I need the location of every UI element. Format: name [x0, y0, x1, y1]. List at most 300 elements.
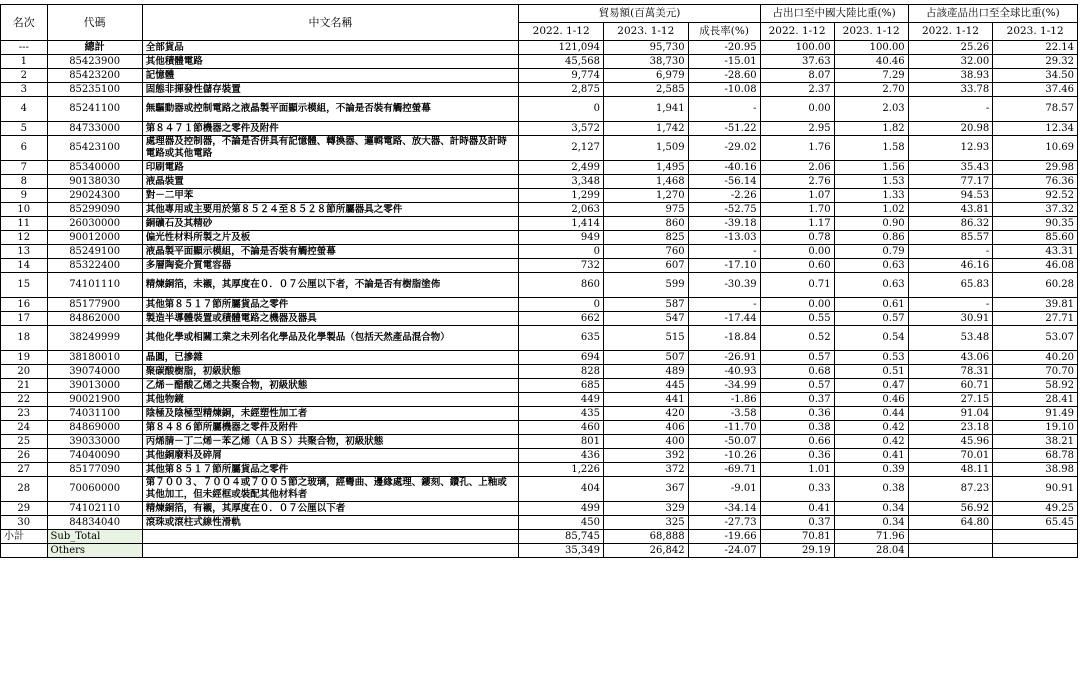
row-global-2023: 68.78	[993, 449, 1078, 463]
row-rank: 24	[1, 421, 48, 435]
row-trade-2022: 449	[519, 393, 604, 407]
row-china-2022: 0.36	[760, 407, 834, 421]
row-china-2022: 2.06	[760, 161, 834, 175]
row-global-2022: 77.17	[908, 175, 993, 189]
row-global-2022: 91.04	[908, 407, 993, 421]
row-code: 85241100	[47, 97, 142, 122]
row-global-2022: 30.91	[908, 312, 993, 326]
table-row	[1, 393, 1078, 407]
row-trade-2023: 1,468	[603, 175, 688, 189]
row-global-2023: 37.46	[993, 83, 1078, 97]
row-global-2022: 70.01	[908, 449, 993, 463]
others-growth: -24.07	[688, 544, 760, 558]
row-code: 39013000	[47, 379, 142, 393]
row-rank: 13	[1, 245, 48, 259]
row-name: 偏光性材料所製之片及板	[142, 231, 519, 245]
table-body	[1, 41, 1078, 530]
row-china-2022: 1.76	[760, 136, 834, 161]
row-growth: -27.73	[688, 516, 760, 530]
table-row	[1, 477, 1078, 502]
row-china-2022: 0.57	[760, 379, 834, 393]
row-growth: -51.22	[688, 122, 760, 136]
row-china-2022: 37.63	[760, 55, 834, 69]
table-row	[1, 435, 1078, 449]
row-code: 39074000	[47, 365, 142, 379]
subtotal-china-2022: 70.81	[760, 530, 834, 544]
row-trade-2023: 95,730	[603, 41, 688, 55]
row-china-2023: 100.00	[834, 41, 908, 55]
row-rank: 26	[1, 449, 48, 463]
subtotal-name-cell	[142, 530, 519, 544]
row-growth: -50.07	[688, 435, 760, 449]
row-global-2023: 53.07	[993, 326, 1078, 351]
row-growth: -17.44	[688, 312, 760, 326]
row-china-2022: 0.00	[760, 245, 834, 259]
row-code: 38249999	[47, 326, 142, 351]
row-global-2022: 32.00	[908, 55, 993, 69]
others-global-2023	[993, 544, 1078, 558]
row-global-2023: 60.28	[993, 273, 1078, 298]
row-global-2022: 12.93	[908, 136, 993, 161]
row-china-2023: 7.29	[834, 69, 908, 83]
row-global-2022: 94.53	[908, 189, 993, 203]
row-growth: -	[688, 245, 760, 259]
table-row	[1, 516, 1078, 530]
row-china-2023: 0.61	[834, 298, 908, 312]
table-row	[1, 379, 1078, 393]
row-global-2023: 34.50	[993, 69, 1078, 83]
row-global-2022: 27.15	[908, 393, 993, 407]
row-code: 90012000	[47, 231, 142, 245]
table-row	[1, 351, 1078, 365]
row-china-2023: 0.46	[834, 393, 908, 407]
row-trade-2023: 325	[603, 516, 688, 530]
table-row	[1, 449, 1078, 463]
others-trade-2023: 26,842	[603, 544, 688, 558]
table-row	[1, 421, 1078, 435]
row-global-2023: 70.70	[993, 365, 1078, 379]
row-china-2022: 0.38	[760, 421, 834, 435]
row-trade-2022: 685	[519, 379, 604, 393]
row-china-2023: 0.44	[834, 407, 908, 421]
row-global-2023: 29.98	[993, 161, 1078, 175]
row-china-2022: 0.57	[760, 351, 834, 365]
row-china-2023: 0.90	[834, 217, 908, 231]
subtotal-tag: Sub_Total	[47, 530, 142, 544]
row-global-2023: 29.32	[993, 55, 1078, 69]
row-growth: -17.10	[688, 259, 760, 273]
table-row	[1, 365, 1078, 379]
row-china-2023: 0.57	[834, 312, 908, 326]
row-rank: 22	[1, 393, 48, 407]
row-name: 全部貨品	[142, 41, 519, 55]
row-trade-2023: 329	[603, 502, 688, 516]
row-trade-2022: 2,875	[519, 83, 604, 97]
row-trade-2022: 635	[519, 326, 604, 351]
row-global-2022: 56.92	[908, 502, 993, 516]
row-global-2023: 46.08	[993, 259, 1078, 273]
row-global-2023: 38.98	[993, 463, 1078, 477]
row-global-2023: 28.41	[993, 393, 1078, 407]
row-china-2022: 2.76	[760, 175, 834, 189]
row-china-2022: 1.70	[760, 203, 834, 217]
row-growth: -11.70	[688, 421, 760, 435]
row-name: 對－二甲苯	[142, 189, 519, 203]
row-code: 29024300	[47, 189, 142, 203]
row-rank: 5	[1, 122, 48, 136]
row-china-2022: 0.52	[760, 326, 834, 351]
row-china-2022: 0.66	[760, 435, 834, 449]
row-growth: -2.26	[688, 189, 760, 203]
row-trade-2023: 1,270	[603, 189, 688, 203]
row-name: 其他第８５１７節所屬貨品之零件	[142, 463, 519, 477]
row-rank: 14	[1, 259, 48, 273]
header-global-2022: 2022. 1-12	[908, 23, 993, 41]
table-row	[1, 69, 1078, 83]
row-code: 74040090	[47, 449, 142, 463]
row-global-2022: 53.48	[908, 326, 993, 351]
row-trade-2023: 860	[603, 217, 688, 231]
row-rank: 29	[1, 502, 48, 516]
row-trade-2023: 607	[603, 259, 688, 273]
row-global-2022: -	[908, 245, 993, 259]
row-code: 74102110	[47, 502, 142, 516]
row-rank: 15	[1, 273, 48, 298]
row-trade-2022: 2,063	[519, 203, 604, 217]
table-row	[1, 97, 1078, 122]
row-trade-2023: 2,585	[603, 83, 688, 97]
row-china-2023: 0.42	[834, 435, 908, 449]
row-trade-2023: 975	[603, 203, 688, 217]
header-trade-group: 貿易額(百萬美元)	[519, 5, 760, 23]
row-trade-2023: 599	[603, 273, 688, 298]
row-name: 處理器及控制器，不論是否併具有記憶體、轉換器、邏輯電路、放大器、計時器及計時電路或其他電路	[142, 136, 519, 161]
row-rank: 30	[1, 516, 48, 530]
header-trade-2023: 2023. 1-12	[603, 23, 688, 41]
row-name: 其他銅廢料及碎屑	[142, 449, 519, 463]
row-name: 精煉銅箔，未襯，其厚度在０．０７公厘以下者，不論是否有樹脂塗佈	[142, 273, 519, 298]
table-row	[1, 312, 1078, 326]
row-trade-2022: 460	[519, 421, 604, 435]
row-trade-2023: 445	[603, 379, 688, 393]
row-growth: -69.71	[688, 463, 760, 477]
row-name: 聚碳酸樹脂，初級狀態	[142, 365, 519, 379]
row-china-2022: 0.36	[760, 449, 834, 463]
row-trade-2023: 441	[603, 393, 688, 407]
row-china-2023: 0.41	[834, 449, 908, 463]
row-china-2022: 2.95	[760, 122, 834, 136]
export-table	[0, 4, 1078, 558]
row-global-2023: 91.49	[993, 407, 1078, 421]
table-row	[1, 161, 1078, 175]
row-china-2022: 1.17	[760, 217, 834, 231]
row-china-2023: 2.70	[834, 83, 908, 97]
row-china-2023: 1.56	[834, 161, 908, 175]
row-code: 85423900	[47, 55, 142, 69]
row-rank: 1	[1, 55, 48, 69]
row-trade-2022: 2,127	[519, 136, 604, 161]
row-china-2022: 8.07	[760, 69, 834, 83]
row-trade-2023: 6,979	[603, 69, 688, 83]
row-rank: 21	[1, 379, 48, 393]
row-trade-2023: 489	[603, 365, 688, 379]
row-china-2023: 0.42	[834, 421, 908, 435]
row-trade-2022: 801	[519, 435, 604, 449]
others-china-2023: 28.04	[834, 544, 908, 558]
header-china-share-group: 占出口至中國大陸比重(%)	[760, 5, 908, 23]
row-rank: 16	[1, 298, 48, 312]
row-trade-2022: 9,774	[519, 69, 604, 83]
row-trade-2023: 420	[603, 407, 688, 421]
row-trade-2022: 0	[519, 97, 604, 122]
subtotal-growth: -19.66	[688, 530, 760, 544]
row-growth: -10.08	[688, 83, 760, 97]
row-global-2022: 86.32	[908, 217, 993, 231]
header-name: 中文名稱	[142, 5, 519, 41]
row-china-2022: 0.41	[760, 502, 834, 516]
row-code: 84834040	[47, 516, 142, 530]
row-trade-2023: 547	[603, 312, 688, 326]
row-trade-2023: 587	[603, 298, 688, 312]
row-rank: 17	[1, 312, 48, 326]
row-name: 陰極及陰極型精煉銅，未經塑性加工者	[142, 407, 519, 421]
row-code: 84869000	[47, 421, 142, 435]
row-name: 丙烯腈－丁二烯－苯乙烯（ＡＢＳ）共聚合物，初級狀態	[142, 435, 519, 449]
row-global-2022: 45.96	[908, 435, 993, 449]
row-code: 85423200	[47, 69, 142, 83]
table-row	[1, 326, 1078, 351]
row-growth: -30.39	[688, 273, 760, 298]
table-row	[1, 502, 1078, 516]
row-name: 晶圓，已摻雜	[142, 351, 519, 365]
row-china-2022: 2.37	[760, 83, 834, 97]
row-trade-2022: 3,572	[519, 122, 604, 136]
row-name: 液晶裝置	[142, 175, 519, 189]
row-china-2023: 0.34	[834, 516, 908, 530]
row-trade-2023: 406	[603, 421, 688, 435]
row-global-2023: 43.31	[993, 245, 1078, 259]
row-trade-2023: 760	[603, 245, 688, 259]
row-name: 第７００３、７００４或７００５節之玻璃，經彎曲、邊緣處理、鏤刻、鑽孔、上釉或其他加工，但未經框或裝配其他材料者	[142, 477, 519, 502]
row-growth: -39.18	[688, 217, 760, 231]
row-rank: 10	[1, 203, 48, 217]
header-china-2023: 2023. 1-12	[834, 23, 908, 41]
table-row	[1, 41, 1078, 55]
subtotal-china-2023: 71.96	[834, 530, 908, 544]
row-china-2022: 100.00	[760, 41, 834, 55]
row-code: 85177900	[47, 298, 142, 312]
row-global-2022: 43.06	[908, 351, 993, 365]
row-global-2023: 10.69	[993, 136, 1078, 161]
table-row	[1, 259, 1078, 273]
table-row	[1, 122, 1078, 136]
row-name: 精煉銅箔，有襯，其厚度在０．０７公厘以下者	[142, 502, 519, 516]
row-name: 記憶體	[142, 69, 519, 83]
row-rank: 7	[1, 161, 48, 175]
others-global-2022	[908, 544, 993, 558]
row-rank: 8	[1, 175, 48, 189]
row-growth: -40.93	[688, 365, 760, 379]
row-china-2022: 0.33	[760, 477, 834, 502]
row-china-2023: 0.63	[834, 259, 908, 273]
row-trade-2022: 860	[519, 273, 604, 298]
row-code: 85235100	[47, 83, 142, 97]
row-trade-2023: 1,509	[603, 136, 688, 161]
row-name: 液晶製平面顯示模組，不論是否裝有觸控螢幕	[142, 245, 519, 259]
row-china-2023: 0.51	[834, 365, 908, 379]
row-china-2023: 0.47	[834, 379, 908, 393]
row-trade-2023: 400	[603, 435, 688, 449]
table-row	[1, 189, 1078, 203]
row-global-2022: 78.31	[908, 365, 993, 379]
table-row	[1, 273, 1078, 298]
table-footer	[1, 530, 1078, 558]
row-trade-2023: 507	[603, 351, 688, 365]
row-china-2023: 1.02	[834, 203, 908, 217]
subtotal-trade-2023: 68,888	[603, 530, 688, 544]
row-growth: -40.16	[688, 161, 760, 175]
row-growth: -1.86	[688, 393, 760, 407]
header-growth: 成長率(%)	[688, 23, 760, 41]
row-trade-2022: 732	[519, 259, 604, 273]
others-rank-cell	[1, 544, 48, 558]
row-china-2023: 0.39	[834, 463, 908, 477]
row-growth: -9.01	[688, 477, 760, 502]
row-rank: 4	[1, 97, 48, 122]
row-china-2023: 40.46	[834, 55, 908, 69]
row-rank: 12	[1, 231, 48, 245]
row-code: 74031100	[47, 407, 142, 421]
row-growth: -34.14	[688, 502, 760, 516]
row-global-2022: 60.71	[908, 379, 993, 393]
row-trade-2022: 1,414	[519, 217, 604, 231]
cropped-footnote	[0, 673, 1080, 677]
row-china-2023: 1.33	[834, 189, 908, 203]
row-global-2022: 33.78	[908, 83, 993, 97]
row-growth: -10.26	[688, 449, 760, 463]
row-global-2022: 25.26	[908, 41, 993, 55]
row-global-2023: 39.81	[993, 298, 1078, 312]
row-growth: -26.91	[688, 351, 760, 365]
header-trade-2022: 2022. 1-12	[519, 23, 604, 41]
row-name: 印刷電路	[142, 161, 519, 175]
row-rank: 23	[1, 407, 48, 421]
row-growth: -18.84	[688, 326, 760, 351]
row-name: 製造半導體裝置或積體電路之機器及器具	[142, 312, 519, 326]
row-global-2022: 64.80	[908, 516, 993, 530]
row-global-2023: 90.35	[993, 217, 1078, 231]
row-trade-2022: 2,499	[519, 161, 604, 175]
row-growth: -29.02	[688, 136, 760, 161]
row-global-2023: 90.91	[993, 477, 1078, 502]
row-name: 乙烯－醋酸乙烯之共聚合物，初級狀態	[142, 379, 519, 393]
row-trade-2022: 435	[519, 407, 604, 421]
row-global-2022: 23.18	[908, 421, 993, 435]
row-growth: -	[688, 97, 760, 122]
row-trade-2023: 1,941	[603, 97, 688, 122]
row-trade-2022: 1,299	[519, 189, 604, 203]
row-global-2023: 92.52	[993, 189, 1078, 203]
others-tag: Others	[47, 544, 142, 558]
row-trade-2022: 662	[519, 312, 604, 326]
row-china-2023: 0.63	[834, 273, 908, 298]
row-trade-2022: 828	[519, 365, 604, 379]
row-global-2023: 12.34	[993, 122, 1078, 136]
row-global-2022: 35.43	[908, 161, 993, 175]
header-china-2022: 2022. 1-12	[760, 23, 834, 41]
table-row	[1, 55, 1078, 69]
row-code: 90138030	[47, 175, 142, 189]
row-name: 滾珠或滾柱式線性滑軌	[142, 516, 519, 530]
row-global-2023: 27.71	[993, 312, 1078, 326]
row-global-2023: 19.10	[993, 421, 1078, 435]
row-trade-2022: 450	[519, 516, 604, 530]
row-china-2022: 0.55	[760, 312, 834, 326]
row-rank: 28	[1, 477, 48, 502]
table-row	[1, 298, 1078, 312]
row-growth: -20.95	[688, 41, 760, 55]
row-china-2023: 2.03	[834, 97, 908, 122]
row-global-2022: 38.93	[908, 69, 993, 83]
row-name: 銅礦石及其精砂	[142, 217, 519, 231]
row-global-2023: 49.25	[993, 502, 1078, 516]
row-rank: 27	[1, 463, 48, 477]
row-global-2022: 85.57	[908, 231, 993, 245]
row-global-2023: 22.14	[993, 41, 1078, 55]
row-growth: -	[688, 298, 760, 312]
table-row	[1, 245, 1078, 259]
others-name-cell	[142, 544, 519, 558]
row-name: 其他積體電路	[142, 55, 519, 69]
row-global-2023: 58.92	[993, 379, 1078, 393]
row-trade-2022: 949	[519, 231, 604, 245]
row-china-2023: 0.38	[834, 477, 908, 502]
row-global-2023: 78.57	[993, 97, 1078, 122]
row-name: 第８４８６節所屬機器之零件及附件	[142, 421, 519, 435]
row-china-2022: 0.00	[760, 298, 834, 312]
table-row	[1, 175, 1078, 189]
row-china-2022: 1.07	[760, 189, 834, 203]
row-rank: 19	[1, 351, 48, 365]
row-code: 39033000	[47, 435, 142, 449]
row-trade-2022: 436	[519, 449, 604, 463]
table-row	[1, 407, 1078, 421]
row-trade-2023: 372	[603, 463, 688, 477]
table-row	[1, 463, 1078, 477]
row-code: 90021900	[47, 393, 142, 407]
row-growth: -15.01	[688, 55, 760, 69]
row-global-2022: -	[908, 298, 993, 312]
row-growth: -56.14	[688, 175, 760, 189]
row-code: 85177090	[47, 463, 142, 477]
row-trade-2022: 0	[519, 298, 604, 312]
row-china-2022: 0.60	[760, 259, 834, 273]
row-code: 85322400	[47, 259, 142, 273]
subtotal-global-2023	[993, 530, 1078, 544]
row-trade-2022: 45,568	[519, 55, 604, 69]
table-header	[1, 5, 1078, 41]
row-china-2023: 1.58	[834, 136, 908, 161]
row-china-2022: 0.68	[760, 365, 834, 379]
row-trade-2023: 825	[603, 231, 688, 245]
row-global-2023: 40.20	[993, 351, 1078, 365]
subtotal-trade-2022: 85,745	[519, 530, 604, 544]
row-global-2022: 87.23	[908, 477, 993, 502]
row-rank: 25	[1, 435, 48, 449]
row-trade-2022: 694	[519, 351, 604, 365]
row-china-2022: 1.01	[760, 463, 834, 477]
row-trade-2022: 499	[519, 502, 604, 516]
